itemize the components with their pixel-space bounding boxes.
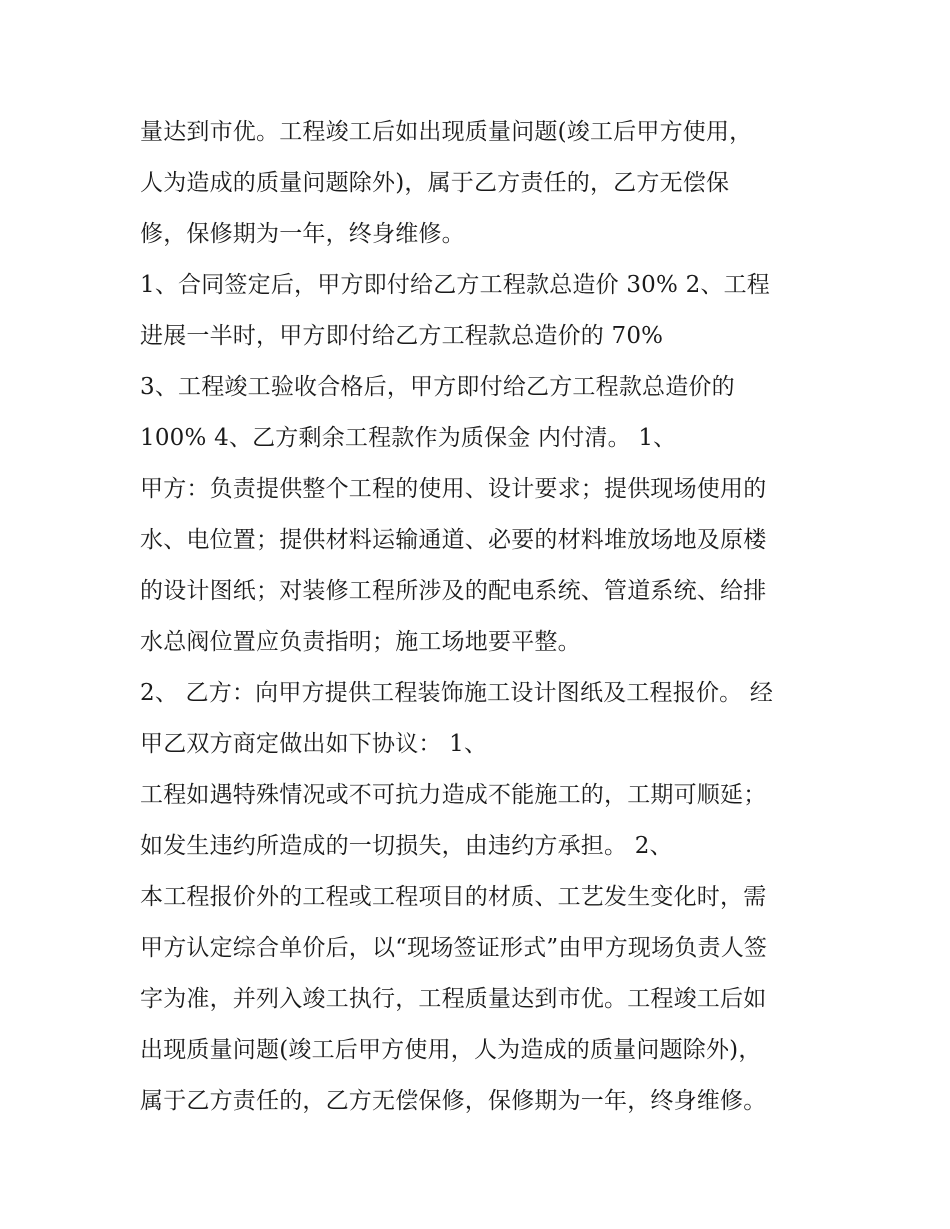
text-line: 水总阀位置应负责指明；施工场地要平整。 <box>140 629 581 655</box>
text-line: 水、电位置；提供材料运输通道、必要的材料堆放场地及原楼 <box>140 527 767 553</box>
text-line: 进展一半时，甲方即付给乙方工程款总造价的 70% <box>140 323 664 349</box>
text-line: 字为准，并列入竣工执行，工程质量达到市优。工程竣工后如 <box>140 986 767 1012</box>
text-line: 3、工程竣工验收合格后，甲方即付给乙方工程款总造价的 <box>140 374 735 400</box>
text-line: 的设计图纸；对装修工程所涉及的配电系统、管道系统、给排 <box>140 578 767 604</box>
text-line: 属于乙方责任的，乙方无偿保修，保修期为一年，终身维修。 <box>140 1088 767 1114</box>
text-line: 人为造成的质量问题除外)，属于乙方责任的，乙方无偿保 <box>140 170 730 196</box>
document-body <box>140 107 830 1127</box>
text-line: 工程如遇特殊情况或不可抗力造成不能施工的，工期可顺延； <box>140 782 767 808</box>
text-line: 1、合同签定后，甲方即付给乙方工程款总造价 30% 2、工程 <box>140 272 771 298</box>
text-line: 出现质量问题(竣工后甲方使用，人为造成的质量问题除外)， <box>140 1037 762 1063</box>
text-line: 甲方：负责提供整个工程的使用、设计要求；提供现场使用的 <box>140 476 767 502</box>
text-line: 修，保修期为一年，终身维修。 <box>140 221 465 247</box>
text-line: 如发生违约所造成的一切损失，由违约方承担。 2、 <box>140 833 673 859</box>
text-line: 量达到市优。工程竣工后如出现质量问题(竣工后甲方使用， <box>140 119 753 145</box>
text-line: 甲乙双方商定做出如下协议： 1、 <box>140 731 488 757</box>
text-line: 本工程报价外的工程或工程项目的材质、工艺发生变化时，需 <box>140 884 767 910</box>
text-line: 甲方认定综合单价后，以“现场签证形式”由甲方现场负责人签 <box>140 935 768 961</box>
text-line: 2、 乙方：向甲方提供工程装饰施工设计图纸及工程报价。 经 <box>140 680 774 706</box>
text-line: 100% 4、乙方剩余工程款作为质保金 内付清。 1、 <box>140 425 677 451</box>
